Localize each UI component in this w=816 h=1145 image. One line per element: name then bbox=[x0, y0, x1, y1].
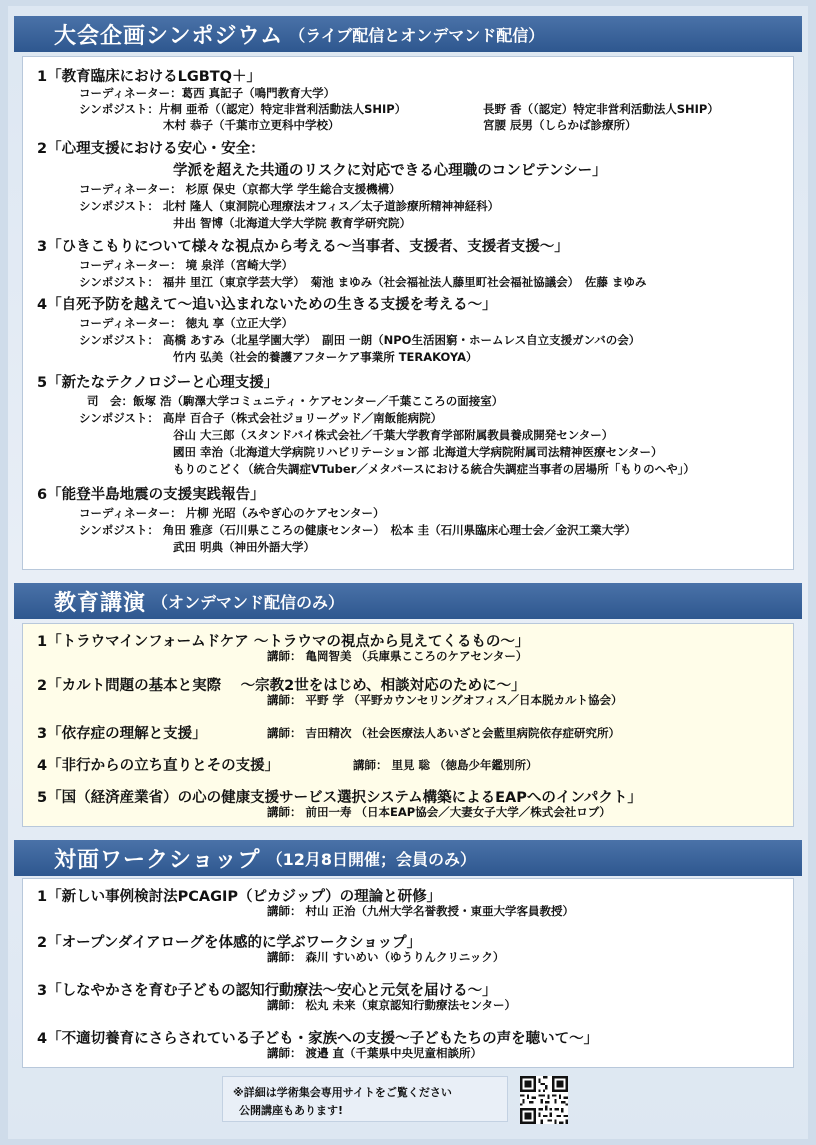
lecture-3-speaker: 講師： 吉田精次 （社会医療法人あいざと会藍里病院依存症研究所） bbox=[267, 726, 621, 740]
symposium-item-5-title: 5「新たなテクノロジーと心理支援」 bbox=[37, 375, 279, 391]
lecture-4-title: 4「非行からの立ち直りとその支援」 bbox=[37, 758, 280, 774]
workshop-4-title: 4「不適切養育にさらされている子ども・家族への支援～子どもたちの声を聴いて～」 bbox=[37, 1031, 599, 1047]
symposium-item-2-line: 井出 智博（北海道大学大学院 教育学研究院） bbox=[173, 216, 412, 230]
lecture-1-speaker: 講師： 亀岡智美 （兵庫県こころのケアセンター） bbox=[267, 649, 528, 663]
qr-code-icon[interactable] bbox=[520, 1076, 568, 1124]
lectures-subtitle: （オンデマンド配信のみ） bbox=[152, 592, 345, 612]
symposium-item-5-line: 谷山 大三郎（スタンドバイ株式会社／千葉大学教育学部附属教員養成開発センター） bbox=[173, 428, 614, 442]
footer-note-1: ※詳細は学術集会専用サイトをご覧ください bbox=[233, 1086, 452, 1099]
symposium-title: 大会企画シンポジウム bbox=[54, 23, 284, 49]
symposium-item-1-title: 1「教育臨床におけるLGBTQ＋」 bbox=[37, 69, 261, 85]
symposium-item-6-line: シンポジスト： 角田 雅彦（石川県こころの健康センター） 松本 圭（石川県臨床心理士会／金沢工業大学） bbox=[79, 523, 637, 537]
symposium-item-4-line: コーディネーター： 徳丸 享（立正大学） bbox=[79, 316, 294, 330]
symposium-item-3-title: 3「ひきこもりについて様々な視点から考える～当事者、支援者、支援者支援～」 bbox=[37, 239, 569, 255]
workshop-3-speaker: 講師： 松丸 未来（東京認知行動療法センター） bbox=[267, 998, 517, 1012]
symposium-item-5-line: 國田 幸治（北海道大学病院リハビリテーション部 北海道大学病院附属司法精神医療センター） bbox=[173, 445, 663, 459]
symposium-item-2-line: シンポジスト： 北村 隆人（東洞院心理療法オフィス／太子道診療所精神神経科） bbox=[79, 199, 500, 213]
symposium-item-6-line: コーディネーター： 片柳 光昭（みやぎ心のケアセンター） bbox=[79, 506, 385, 520]
workshop-2-title: 2「オープンダイアローグを体感的に学ぶワークショップ」 bbox=[37, 935, 422, 951]
lecture-4-speaker: 講師： 里見 聡 （徳島少年鑑別所） bbox=[353, 758, 538, 772]
workshop-2-speaker: 講師： 森川 すいめい（ゆうりんクリニック） bbox=[267, 950, 505, 964]
symposium-item-1-line: コーディネーター：葛西 真記子（鳴門教育大学） bbox=[79, 86, 336, 100]
symposium-item-5-line: もりのこどく（統合失調症VTuber／メタバースにおける統合失調症当事者の居場所「もりのへや」） bbox=[173, 462, 695, 476]
symposium-item-1-line: 木村 恭子（千葉市立更科中学校） bbox=[163, 118, 340, 132]
workshops-panel bbox=[22, 878, 794, 1068]
symposium-item-6-title: 6「能登半島地震の支援実践報告」 bbox=[37, 487, 265, 503]
workshop-3-title: 3「しなやかさを育む子どもの認知行動療法～安心と元気を届ける～」 bbox=[37, 983, 497, 999]
symposium-item-1-line: 宮腰 辰男（しらかば診療所） bbox=[483, 118, 637, 132]
symposium-item-2-title-cont: 学派を超えた共通のリスクに対応できる心理職のコンピテンシー」 bbox=[173, 163, 607, 179]
footer-note-box bbox=[222, 1076, 508, 1122]
workshop-1-title: 1「新しい事例検討法PCAGIP（ピカジップ）の理論と研修」 bbox=[37, 889, 442, 905]
symposium-item-2-title: 2「心理支援における安心・安全： bbox=[37, 141, 265, 157]
lecture-3-title: 3「依存症の理解と支援」 bbox=[37, 726, 207, 742]
lectures-title: 教育講演 bbox=[54, 590, 147, 616]
lecture-1-title: 1「トラウマインフォームドケア ～トラウマの視点から見えてくるもの～」 bbox=[37, 634, 530, 650]
symposium-item-5-line: シンポジスト： 高岸 百合子（株式会社ジョリーグッド／南飯能病院） bbox=[79, 411, 443, 425]
lecture-5-title: 5「国（経済産業省）の心の健康支援サービス選択システム構築によるEAPへのインパクト」 bbox=[37, 790, 642, 806]
symposium-item-2-line: コーディネーター： 杉原 保史（京都大学 学生総合支援機構） bbox=[79, 182, 401, 196]
symposium-item-5-line: 司 会：飯塚 浩（駒澤大学コミュニティ・ケアセンター／千葉こころの面接室） bbox=[87, 394, 504, 408]
footer-note-2: 公開講座もあります! bbox=[239, 1104, 344, 1117]
lecture-2-title: 2「カルト問題の基本と実際 ～宗教2世をはじめ、相談対応のために～」 bbox=[37, 678, 526, 694]
symposium-item-6-line: 武田 明典（神田外語大学） bbox=[173, 540, 316, 554]
symposium-header bbox=[14, 16, 802, 52]
lecture-5-speaker: 講師： 前田一寿 （日本EAP協会／大妻女子大学／株式会社ロブ） bbox=[267, 805, 611, 819]
lectures-header bbox=[14, 583, 802, 619]
lectures-panel bbox=[22, 623, 794, 827]
workshop-1-speaker: 講師： 村山 正治（九州大学名誉教授・東亜大学客員教授） bbox=[267, 904, 575, 918]
lecture-2-speaker: 講師： 平野 学 （平野カウンセリングオフィス／日本脱カルト協会） bbox=[267, 693, 623, 707]
symposium-panel bbox=[22, 56, 794, 570]
symposium-item-1-line: 長野 香（（認定）特定非営利活動法人SHIP） bbox=[483, 102, 719, 116]
symposium-item-4-line: 竹内 弘美（社会的養護アフターケア事業所 TERAKOYA） bbox=[173, 350, 478, 364]
symposium-item-1-line: シンポジスト：片桐 亜希（（認定）特定非営利活動法人SHIP） bbox=[79, 102, 407, 116]
workshops-header bbox=[14, 840, 802, 876]
symposium-item-4-title: 4「自死予防を越えて～追い込まれないための生きる支援を考える～」 bbox=[37, 297, 497, 313]
symposium-item-4-line: シンポジスト： 高橋 あすみ（北星学園大学） 副田 一朗（NPO生活困窮・ホームレス自立支援ガンバの会） bbox=[79, 333, 641, 347]
symposium-item-3-line: コーディネーター： 境 泉洋（宮崎大学） bbox=[79, 258, 294, 272]
workshops-title: 対面ワークショップ bbox=[54, 847, 261, 873]
workshop-4-speaker: 講師： 渡邉 直（千葉県中央児童相談所） bbox=[267, 1046, 483, 1060]
symposium-subtitle: （ライブ配信とオンデマンド配信） bbox=[289, 25, 545, 45]
symposium-item-3-line: シンポジスト： 福井 里江（東京学芸大学） 菊池 まゆみ（社会福祉法人藤里町社会福祉協議会） 佐藤 まゆみ bbox=[79, 275, 647, 289]
workshops-subtitle: （12月8日開催；会員のみ） bbox=[266, 849, 476, 869]
